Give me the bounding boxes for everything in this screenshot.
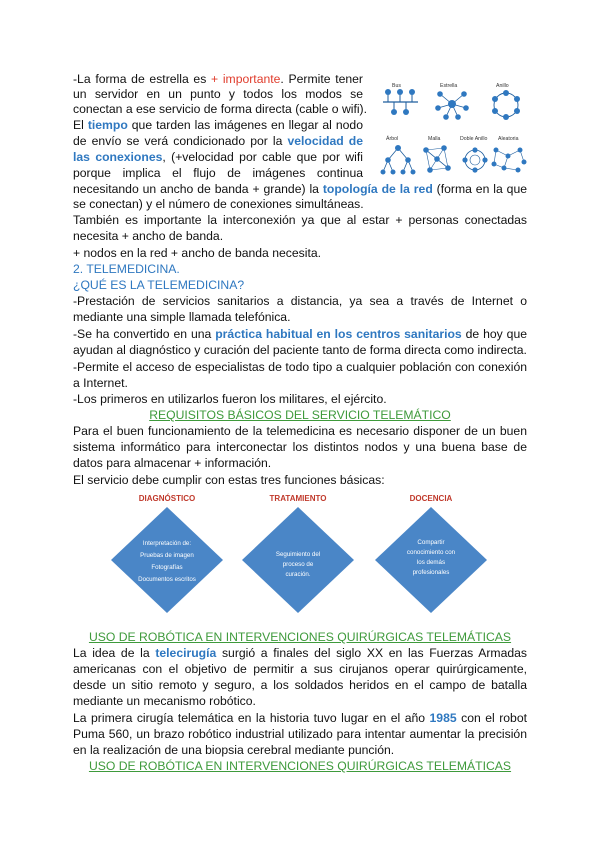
- diagram-text: proceso de: [282, 561, 314, 568]
- diagram-text: profesionales: [412, 569, 450, 576]
- diagram-text: Pruebas de imagen: [140, 552, 194, 559]
- text-line: La primera cirugía telemática en la historia tuvo lugar en el año 1985 con el robot: [73, 711, 527, 725]
- topology-label: Árbol: [386, 136, 399, 142]
- section-heading: USO DE ROBÓTICA EN INTERVENCIONES QUIRÚRGICAS TELEMÁTICAS: [88, 759, 512, 773]
- section-heading: REQUISITOS BÁSICOS DEL SERVICIO TELEMÁTICO: [149, 408, 451, 422]
- diagram-text: Documentos escritos: [138, 576, 196, 583]
- topology-label: Anillo: [496, 83, 509, 89]
- section-heading: 2. TELEMEDICINA.: [73, 262, 180, 276]
- text-line: Puma 560, un brazo robótico industrial utilizado para intentar aumentar la precisión: [73, 727, 527, 741]
- text-line: se conectan) y el número de conexiones simultáneas.: [73, 197, 364, 211]
- diagram-text: Interpretación de:: [142, 540, 192, 547]
- text-line: El tiempo que tarden las imágenes en llegar al nodo: [73, 118, 363, 132]
- diagram-text: Seguimiento del: [275, 551, 321, 558]
- text-line: -La forma de estrella es + importante. Permite tener: [73, 72, 363, 86]
- text-line: -Permite el acceso de especialistas de todo tipo a cualquier población con conexión: [73, 360, 527, 374]
- text-line: en la realización de una biopsia cerebral mediante punción.: [73, 743, 395, 757]
- diagram-item-diagnostico: [111, 494, 223, 613]
- section-heading: USO DE ROBÓTICA EN INTERVENCIONES QUIRÚRGICAS TELEMÁTICAS: [88, 630, 512, 644]
- text-line: -Se ha convertido en una práctica habitual en los centros sanitarios de hoy que: [73, 327, 528, 341]
- network-topology-image: [378, 80, 532, 182]
- text-line: -Prestación de servicios sanitarios a distancia, ya sea a través de Internet o: [73, 294, 527, 308]
- text-line: El servicio debe cumplir con estas tres funciones básicas:: [73, 473, 385, 487]
- diagram-label: DIAGNÓSTICO: [138, 494, 196, 503]
- diagram-text: Compartir: [417, 539, 445, 546]
- diagram-label: DOCENCIA: [409, 494, 453, 503]
- functions-diagram: [100, 490, 500, 615]
- diagram-item-tratamiento: [242, 494, 354, 613]
- topology-label: Aleatoria: [498, 136, 519, 142]
- text-line: mediante un mecanismo robótico.: [73, 694, 256, 708]
- text-line: desde un sitio remoto y seguro, a los soldados heridos en el campo de batalla: [73, 678, 527, 692]
- diagram-text: Fotografías: [151, 564, 183, 571]
- diagram-text: los demás: [416, 559, 446, 566]
- section-question: ¿QUÉ ES LA TELEMEDICINA?: [73, 278, 245, 292]
- topology-label: Estrella: [440, 83, 458, 89]
- text-line: -Los primeros en utilizarlos fueron los militares, el ejército.: [73, 392, 387, 406]
- text-line: a Internet.: [73, 376, 128, 390]
- topology-label: Bus: [392, 83, 401, 89]
- text-line: porque implica el flujo de imágenes continua: [73, 166, 363, 180]
- text-line: un servidor en un punto y todos los modos se: [73, 87, 363, 101]
- text-line: necesitando un ancho de banda + grande) la topología de la red (forma en la que: [73, 182, 527, 196]
- topology-label: Doble Anillo: [460, 136, 488, 142]
- text-line: sistema informático para interconectar los distintos nodos y una buena base de: [73, 440, 527, 454]
- text-line: También es importante la interconexión ya que al estar + personas conectadas: [73, 213, 527, 227]
- diagram-text: conocimiento con: [406, 549, 456, 556]
- text-line: mediante una simple llamada telefónica.: [73, 310, 291, 324]
- text-line: ayudan al diagnóstico y curación del paciente tanto de forma directa como indirecta.: [73, 343, 527, 357]
- text-line: + nodos en la red + ancho de banda necesita.: [73, 246, 322, 260]
- text-line: las conexiones, (+velocidad por cable que por wifi: [73, 150, 363, 164]
- text-line: de envío se verá condicionado por la velocidad de: [73, 134, 363, 148]
- diagnostico-diamond: [111, 507, 223, 613]
- text-line: La idea de la telecirugía surgió a finales del siglo XX en las Fuerzas Armadas: [73, 646, 527, 660]
- text-line: conectan a ese servicio de forma directa (cable o wifi).: [73, 102, 367, 116]
- diagram-text: curación.: [285, 571, 311, 578]
- text-line: necesita + ancho de banda.: [73, 229, 224, 243]
- tratamiento-diamond: [242, 507, 354, 613]
- text-line: Para el buen funcionamiento de la telemedicina es necesario disponer de un buen: [73, 424, 527, 438]
- text-line: americanas con el objetivo de permitir a sus cirujanos operar quirúrgicamente,: [73, 662, 527, 676]
- diagram-label: TRATAMIENTO: [269, 494, 327, 503]
- topology-label: Malla: [428, 136, 441, 142]
- text-line: datos para almacenar + información.: [73, 456, 272, 470]
- diagram-item-docencia: [375, 494, 487, 613]
